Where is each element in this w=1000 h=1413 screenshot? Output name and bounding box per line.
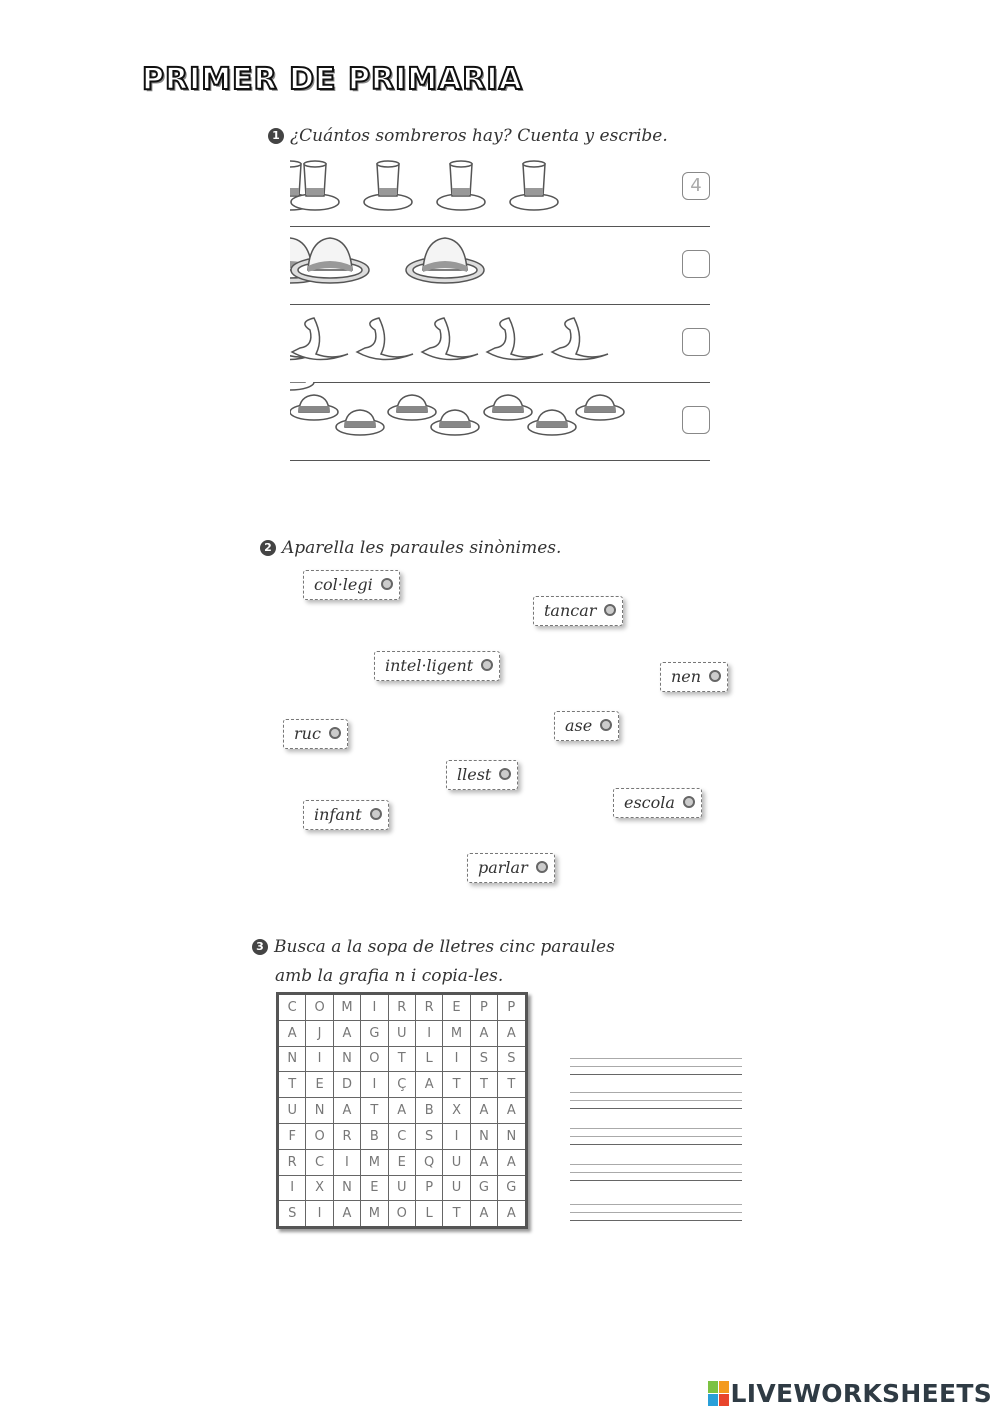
grid-cell[interactable]: I (443, 1123, 470, 1149)
grid-cell[interactable]: N (333, 1046, 360, 1072)
grid-cell[interactable]: X (306, 1175, 333, 1201)
liveworksheets-logo-icon (708, 1381, 729, 1406)
fedora-icon (388, 395, 436, 420)
exercise-2-instruction (260, 538, 561, 558)
grid-cell[interactable]: A (470, 1020, 497, 1046)
grid-cell[interactable]: O (306, 994, 333, 1021)
writing-lines-4[interactable] (570, 1164, 742, 1188)
word-label: escola (624, 793, 675, 812)
word-card[interactable] (283, 719, 348, 749)
grid-cell[interactable]: O (388, 1201, 415, 1228)
word-card[interactable] (303, 800, 389, 830)
grid-cell[interactable]: P (415, 1175, 442, 1201)
grid-row (278, 1201, 527, 1228)
answer-box-3[interactable] (682, 328, 710, 356)
match-dot[interactable] (709, 670, 721, 682)
grid-cell[interactable]: R (333, 1123, 360, 1149)
fedora-icon (290, 395, 338, 420)
grid-cell[interactable]: G (361, 1020, 388, 1046)
grid-cell[interactable]: Q (415, 1149, 442, 1175)
grid-row (278, 1020, 527, 1046)
grid-row (278, 1072, 527, 1098)
exercise-number-2: 2 (260, 540, 276, 556)
fedora-icon (528, 410, 576, 435)
match-dot[interactable] (683, 796, 695, 808)
word-card[interactable] (533, 596, 623, 626)
grid-row (278, 1098, 527, 1124)
grid-row (278, 1123, 527, 1149)
word-label: tancar (544, 601, 597, 620)
grid-cell[interactable]: S (415, 1123, 442, 1149)
grid-cell[interactable]: A (470, 1098, 497, 1124)
grid-cell[interactable]: U (443, 1175, 470, 1201)
hat-row-3 (290, 304, 710, 383)
answer-box-1[interactable]: 4 (682, 172, 710, 200)
grid-cell[interactable]: L (415, 1201, 442, 1228)
exercise-2-text: Aparella les paraules sinònimes. (282, 538, 562, 558)
grid-cell[interactable]: I (415, 1020, 442, 1046)
word-label: llest (457, 765, 492, 784)
grid-row (278, 1175, 527, 1201)
sombrero-group (290, 226, 590, 304)
grid-cell[interactable]: O (361, 1046, 388, 1072)
grid-cell[interactable]: R (388, 994, 415, 1021)
word-label: intel·ligent (385, 656, 474, 675)
grid-cell[interactable]: T (443, 1072, 470, 1098)
grid-cell[interactable]: S (470, 1046, 497, 1072)
writing-lines-2[interactable] (570, 1092, 742, 1116)
grid-cell[interactable]: R (278, 1149, 306, 1175)
grid-cell[interactable]: S (498, 1046, 526, 1072)
grid-cell[interactable]: S (278, 1201, 306, 1228)
grid-cell[interactable]: N (306, 1098, 333, 1124)
hat-row-4 (290, 382, 710, 461)
grid-cell[interactable]: E (443, 994, 470, 1021)
match-dot[interactable] (536, 861, 548, 873)
top-hat-group (290, 148, 590, 226)
grid-cell[interactable]: C (278, 994, 306, 1021)
grid-cell[interactable]: A (333, 1098, 360, 1124)
match-dot[interactable] (499, 768, 511, 780)
grid-row (278, 1149, 527, 1175)
word-search-grid[interactable] (276, 992, 528, 1229)
grid-cell[interactable]: F (278, 1123, 306, 1149)
grid-cell[interactable]: A (498, 1201, 526, 1228)
hat-row-2 (290, 226, 710, 305)
grid-cell[interactable]: B (415, 1098, 442, 1124)
grid-row (278, 994, 527, 1021)
grid-cell[interactable]: A (388, 1098, 415, 1124)
grid-cell[interactable]: A (333, 1020, 360, 1046)
exercise-1-text: ¿Cuántos sombreros hay? Cuenta y escribe. (290, 126, 668, 146)
grid-cell[interactable]: N (278, 1046, 306, 1072)
hat-row-1 (290, 148, 710, 227)
word-card[interactable] (303, 570, 400, 600)
grid-cell[interactable]: L (415, 1046, 442, 1072)
witch-hat-group (290, 304, 630, 382)
grid-cell[interactable]: J (306, 1020, 333, 1046)
witch-hat-icon (487, 318, 543, 360)
grid-cell[interactable]: T (470, 1072, 497, 1098)
witch-hat-icon (292, 318, 348, 360)
grid-cell[interactable]: N (333, 1175, 360, 1201)
grid-cell[interactable]: O (306, 1123, 333, 1149)
grid-cell[interactable]: X (443, 1098, 470, 1124)
witch-hat-icon (552, 318, 608, 360)
grid-cell[interactable]: T (498, 1072, 526, 1098)
grid-cell[interactable]: I (306, 1046, 333, 1072)
grid-cell[interactable]: D (333, 1072, 360, 1098)
match-dot[interactable] (329, 727, 341, 739)
grid-cell[interactable]: A (470, 1149, 497, 1175)
grid-cell[interactable]: T (361, 1098, 388, 1124)
grid-cell[interactable]: T (443, 1201, 470, 1228)
grid-cell[interactable]: I (361, 1072, 388, 1098)
answer-box-2[interactable] (682, 250, 710, 278)
match-dot[interactable] (381, 578, 393, 590)
grid-cell[interactable]: E (306, 1072, 333, 1098)
match-dot[interactable] (600, 719, 612, 731)
grid-cell[interactable]: P (470, 994, 497, 1021)
grid-cell[interactable]: G (470, 1175, 497, 1201)
grid-cell[interactable]: Ç (388, 1072, 415, 1098)
grid-cell[interactable]: A (278, 1020, 306, 1046)
word-label: nen (671, 667, 702, 686)
writing-lines-1[interactable] (570, 1058, 742, 1082)
brand-name: LIVEWORKSHEETS (730, 1378, 992, 1408)
grid-cell[interactable]: U (278, 1098, 306, 1124)
grid-cell[interactable]: I (278, 1175, 306, 1201)
word-card[interactable] (613, 788, 702, 818)
grid-cell[interactable]: T (388, 1046, 415, 1072)
word-label: ruc (294, 724, 321, 743)
grid-row (278, 1046, 527, 1072)
match-dot[interactable] (604, 604, 616, 616)
grid-cell[interactable]: T (278, 1072, 306, 1098)
grid-cell[interactable]: G (498, 1175, 526, 1201)
grid-cell[interactable]: U (443, 1149, 470, 1175)
grid-cell[interactable]: A (470, 1201, 497, 1228)
grid-cell[interactable]: N (470, 1123, 497, 1149)
word-card[interactable] (660, 662, 728, 692)
grid-cell[interactable]: M (361, 1201, 388, 1228)
grid-cell[interactable]: C (306, 1149, 333, 1175)
fedora-icon (576, 395, 624, 420)
exercise-3-text-line-2: amb la grafia n i copia-les. (275, 966, 504, 986)
grid-cell[interactable]: N (498, 1123, 526, 1149)
exercise-number-1: 1 (268, 128, 284, 144)
witch-hat-icon (357, 318, 413, 360)
answer-box-4[interactable] (682, 406, 710, 434)
grid-cell[interactable]: M (361, 1149, 388, 1175)
word-card[interactable] (446, 760, 518, 790)
grid-cell[interactable]: U (388, 1020, 415, 1046)
fedora-group (290, 382, 630, 460)
word-card[interactable] (554, 711, 619, 741)
grid-cell[interactable]: M (333, 994, 360, 1021)
exercise-number-3: 3 (252, 939, 268, 955)
page-title: PRIMER DE PRIMARIA (142, 62, 523, 97)
grid-cell[interactable]: P (498, 994, 526, 1021)
grid-cell[interactable]: A (498, 1098, 526, 1124)
word-label: ase (565, 716, 593, 735)
top-hat-icon (510, 161, 558, 210)
grid-cell[interactable]: E (361, 1175, 388, 1201)
grid-cell[interactable]: E (388, 1149, 415, 1175)
match-dot[interactable] (481, 659, 493, 671)
liveworksheets-brand[interactable] (708, 1378, 992, 1408)
sombrero-icon (406, 238, 484, 283)
grid-cell[interactable]: M (443, 1020, 470, 1046)
word-card[interactable] (467, 853, 555, 883)
top-hat-icon (364, 161, 412, 210)
grid-cell[interactable]: A (498, 1020, 526, 1046)
exercise-3-instruction (252, 933, 615, 991)
grid-cell[interactable]: I (443, 1046, 470, 1072)
exercise-1-instruction (268, 126, 668, 146)
grid-cell[interactable]: I (306, 1201, 333, 1228)
fedora-icon (336, 410, 384, 435)
word-card[interactable] (374, 651, 500, 681)
match-dot[interactable] (370, 808, 382, 820)
grid-cell[interactable]: I (333, 1149, 360, 1175)
word-label: parlar (478, 858, 528, 877)
grid-cell[interactable]: A (498, 1149, 526, 1175)
top-hat-icon (437, 161, 485, 210)
grid-cell[interactable]: R (415, 994, 442, 1021)
word-label: col·legi (314, 575, 373, 594)
writing-lines-5[interactable] (570, 1204, 742, 1228)
grid-cell[interactable]: B (361, 1123, 388, 1149)
exercise-3-text-line-1: Busca a la sopa de lletres cinc paraules (274, 937, 615, 957)
witch-hat-icon (422, 318, 478, 360)
writing-lines-3[interactable] (570, 1128, 742, 1152)
grid-cell[interactable]: U (388, 1175, 415, 1201)
grid-cell[interactable]: A (415, 1072, 442, 1098)
fedora-icon (431, 410, 479, 435)
grid-cell[interactable]: I (361, 994, 388, 1021)
grid-cell[interactable]: C (388, 1123, 415, 1149)
fedora-icon (484, 395, 532, 420)
grid-cell[interactable]: A (333, 1201, 360, 1228)
word-label: infant (314, 805, 362, 824)
